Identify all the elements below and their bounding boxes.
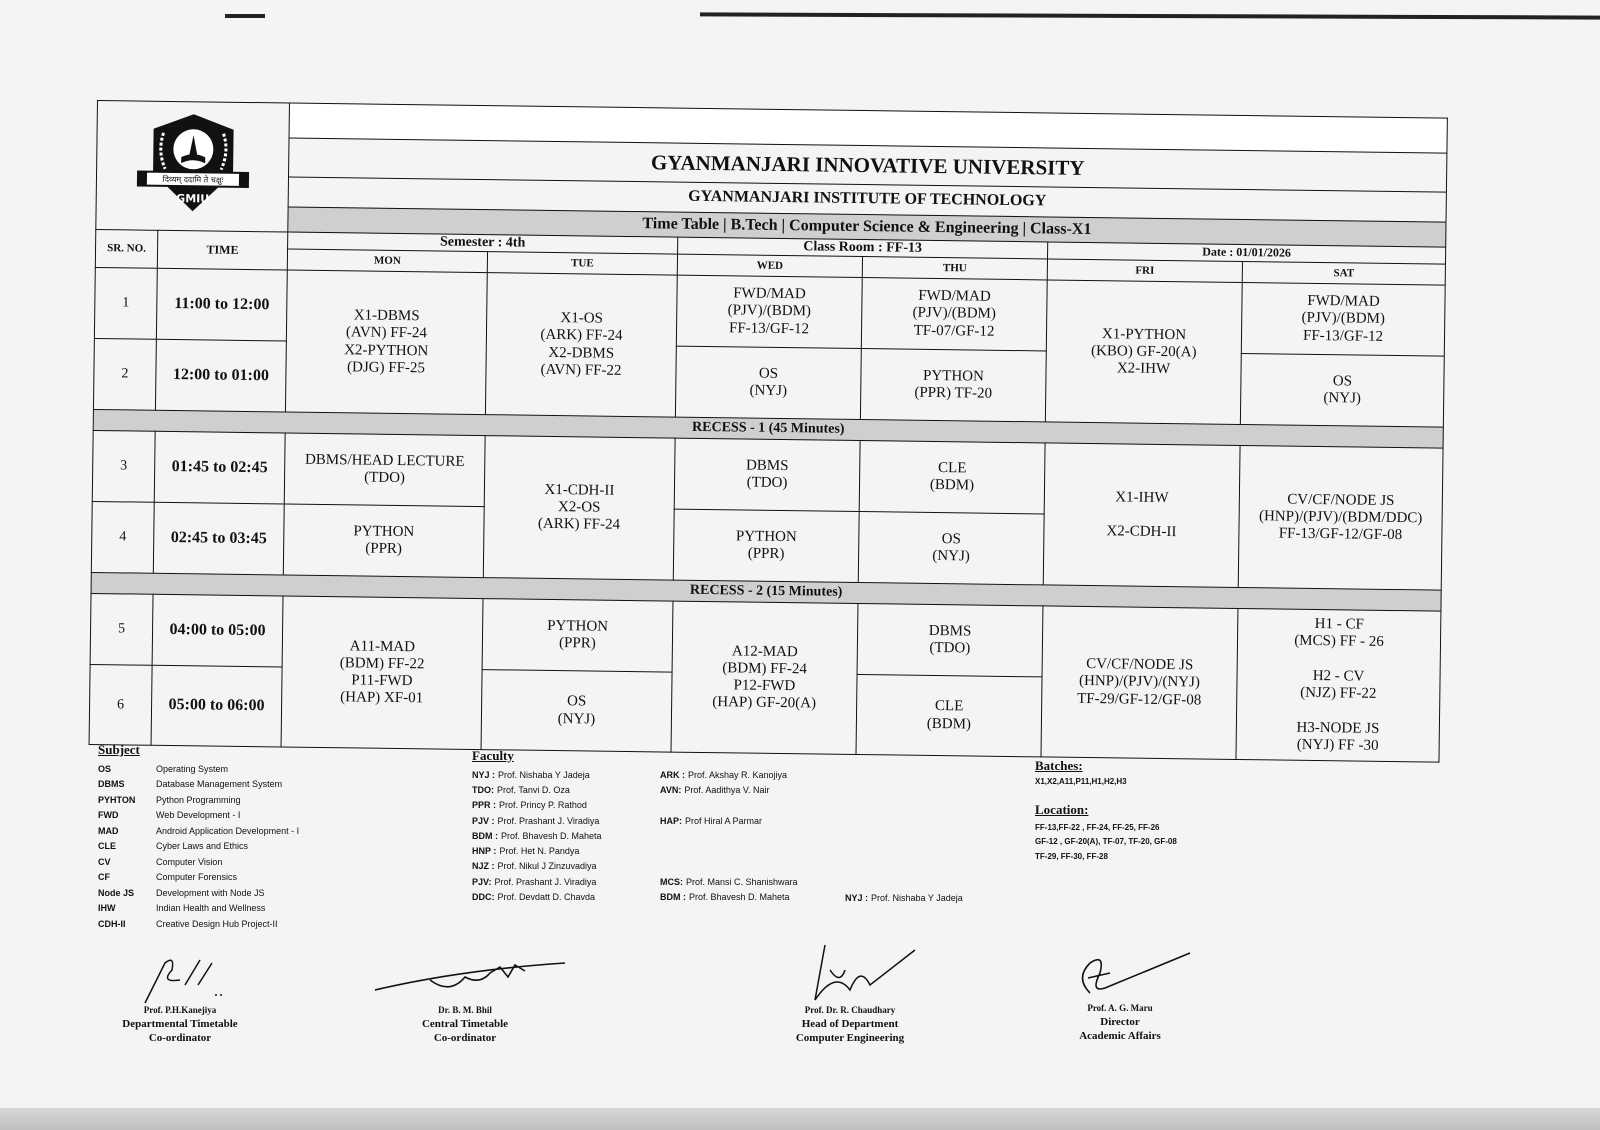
class-cell: X1-DBMS (AVN) FF-24 X2-PYTHON (DJG) FF-25	[285, 270, 487, 415]
faculty-name: Prof. Prashant J. Viradiya	[497, 815, 600, 826]
faculty-code: MCS:	[660, 876, 683, 887]
faculty-code: TDO:	[472, 784, 494, 795]
subject-code: CF	[98, 872, 110, 883]
faculty-item	[472, 782, 660, 797]
signature-block: Prof. Dr. R. Chaudhary Head of Department Computer Engineering	[770, 940, 930, 1045]
class-cell: X1-CDH-II X2-OS (ARK) FF-24	[483, 436, 675, 580]
class-cell: PYTHON (PPR) TF-20	[860, 349, 1046, 422]
subject-code: CDH-II	[98, 918, 126, 929]
signature-icon	[1060, 948, 1210, 1003]
faculty-item	[472, 889, 660, 904]
faculty-code: PJV:	[472, 876, 492, 887]
faculty-code: PJV :	[472, 815, 495, 826]
class-cell: X1-PYTHON (KBO) GF-20(A) X2-IHW	[1045, 280, 1242, 425]
class-cell: FWD/MAD (PJV)/(BDM) FF-13/GF-12	[1241, 283, 1445, 357]
subject-name: Development with Node JS	[156, 887, 265, 898]
subject-name: Indian Health and Wellness	[156, 903, 266, 914]
university-logo-icon	[132, 110, 253, 217]
time-slot: 12:00 to 01:00	[155, 339, 286, 412]
signature-icon	[370, 955, 570, 1005]
col-mon: MON	[287, 249, 487, 273]
subject-item	[98, 761, 378, 777]
faculty-item	[472, 798, 660, 813]
class-cell: X1-OS (ARK) FF-24 X2-DBMS (AVN) FF-22	[485, 273, 677, 417]
location-line: TF-29, FF-30, FF-28	[1035, 851, 1108, 861]
subject-item	[98, 839, 378, 855]
sr-no: 2	[93, 339, 156, 411]
faculty-name: Prof. Princy P. Rathod	[499, 800, 587, 811]
class-cell: OS (NYJ)	[675, 346, 861, 419]
subject-name: Android Application Development - I	[156, 825, 300, 836]
class-cell: DBMS (TDO)	[674, 438, 860, 511]
paper-edge	[0, 1108, 1600, 1130]
institute-name: GYANMANJARI INSTITUTE OF TECHNOLOGY	[288, 177, 1446, 222]
subject-name: Creative Design Hub Project-II	[156, 918, 278, 929]
paper-edge	[700, 12, 1600, 19]
class-cell: DBMS (TDO)	[857, 604, 1043, 677]
class-cell: PYTHON (PPR)	[283, 504, 484, 578]
class-cell: A12-MAD (BDM) FF-24 P12-FWD (HAP) GF-20(A)	[671, 601, 858, 754]
subject-name: Computer Vision	[156, 856, 223, 867]
subject-item	[98, 808, 378, 824]
class-cell: CLE (BDM)	[859, 441, 1045, 514]
time-slot: 02:45 to 03:45	[153, 502, 284, 575]
subject-code: CLE	[98, 841, 116, 852]
faculty-code: NJZ :	[472, 861, 495, 872]
faculty-item	[660, 889, 845, 904]
location-line: GF-12 , GF-20(A), TF-07, TF-20, GF-08	[1035, 837, 1177, 847]
faculty-item	[660, 843, 845, 858]
faculty-code: PPR :	[472, 800, 497, 811]
subject-name: Computer Forensics	[156, 872, 238, 883]
batches-title: Batches:	[1035, 758, 1083, 773]
class-cell: OS (NYJ)	[858, 512, 1044, 585]
faculty-name: Prof. Het N. Pandya	[499, 846, 580, 857]
faculty-item	[660, 798, 845, 813]
faculty-item	[472, 843, 660, 858]
faculty-name: Prof. Tanvi D. Oza	[497, 784, 570, 795]
col-thu: THU	[862, 257, 1047, 280]
faculty-legend	[472, 748, 992, 905]
svg-text:दिव्यम् ददामि ते चक्षुः: दिव्यम् ददामि ते चक्षुः	[162, 174, 223, 185]
signature-block: Prof. P.H.Kanejiya Departmental Timetable Co-ordinator	[95, 955, 265, 1045]
subject-code: PYHTON	[98, 794, 136, 805]
faculty-code: BDM :	[660, 892, 686, 903]
subject-code: OS	[98, 763, 112, 774]
logo-cell	[96, 101, 290, 233]
faculty-item	[472, 859, 660, 874]
col-fri: FRI	[1047, 259, 1242, 283]
faculty-item	[660, 782, 845, 797]
faculty-legend-title: Faculty	[472, 748, 514, 763]
col-time: TIME	[157, 230, 287, 270]
subject-code: MAD	[98, 825, 119, 836]
subject-item	[98, 854, 378, 870]
faculty-code: HAP:	[660, 815, 682, 826]
subject-name: Python Programming	[156, 794, 241, 805]
faculty-item	[660, 859, 845, 874]
col-wed: WED	[677, 254, 862, 277]
signature-icon	[120, 955, 240, 1005]
class-cell: PYTHON (PPR)	[673, 509, 859, 582]
subject-legend-title: Subject	[98, 742, 140, 757]
time-slot: 04:00 to 05:00	[152, 594, 283, 667]
faculty-code: DDC:	[472, 892, 495, 903]
class-cell: A11-MAD (BDM) FF-22 P11-FWD (HAP) XF-01	[281, 596, 483, 750]
faculty-name: Prof. Akshay R. Kanojiya	[688, 769, 788, 780]
col-sr-no: SR. NO.	[95, 229, 157, 268]
subject-item	[98, 870, 378, 886]
faculty-code: BDM :	[472, 830, 498, 841]
recess-label: RECESS - 1 (45 Minutes)	[93, 410, 1443, 449]
faculty-name: Prof. Prashant J. Viradiya	[494, 876, 597, 887]
faculty-item	[660, 874, 845, 889]
location-title: Location:	[1035, 802, 1089, 817]
class-cell: DBMS/HEAD LECTURE (TDO)	[284, 433, 485, 507]
faculty-code: NYJ :	[472, 769, 496, 780]
faculty-name: Prof. Nishaba Y Jadeja	[498, 769, 590, 780]
classroom-label: Class Room : FF-13	[678, 237, 1048, 259]
subject-code: DBMS	[98, 779, 125, 790]
class-cell: H1 - CF (MCS) FF - 26 H2 - CV (NJZ) FF-22 H3-NODE JS (NYJ) FF -30	[1236, 609, 1441, 763]
class-cell: FWD/MAD (PJV)/(BDM) TF-07/GF-12	[861, 278, 1047, 351]
sr-no: 6	[89, 665, 152, 746]
class-cell: X1-IHW X2-CDH-II	[1043, 443, 1240, 588]
subject-item	[98, 901, 378, 917]
timetable-title: Time Table | B.Tech | Computer Science & Engineering | Class-X1	[288, 207, 1446, 247]
faculty-name: Prof. Nikul J Zinzuvadiya	[497, 861, 597, 872]
subject-name: Cyber Laws and Ethics	[156, 841, 249, 852]
faculty-name: Prof. Aadithya V. Nair	[684, 784, 770, 795]
class-cell: OS (NYJ)	[1240, 354, 1444, 428]
subject-code: FWD	[98, 810, 119, 821]
sr-no: 4	[91, 502, 154, 574]
svg-text:GMIU: GMIU	[175, 191, 209, 206]
location-line: FF-13,FF-22 , FF-24, FF-25, FF-26	[1035, 823, 1160, 832]
recess-label: RECESS - 2 (15 Minutes)	[91, 573, 1441, 612]
date-label: Date : 01/01/2026	[1047, 242, 1445, 264]
faculty-item: NYJ : Prof. Nishaba Y Jadeja	[845, 892, 963, 903]
faculty-name: Prof Hiral A Parmar	[685, 815, 763, 826]
batches-value: X1,X2,A11,P11,H1,H2,H3	[1035, 777, 1127, 786]
subject-code: IHW	[98, 903, 116, 914]
class-cell: CV/CF/NODE JS (HNP)/(PJV)/(BDM/DDC) FF-13/GF-12/GF-08	[1238, 446, 1443, 591]
subject-name: Operating System	[156, 763, 229, 774]
faculty-name: Prof. Devdatt D. Chavda	[497, 892, 596, 903]
faculty-item	[660, 828, 845, 843]
subject-item	[98, 823, 378, 839]
faculty-name: Prof. Bhavesh D. Maheta	[689, 892, 790, 903]
class-cell: CLE (BDM)	[856, 675, 1042, 757]
subject-item	[98, 792, 378, 808]
semester-label: Semester : 4th	[288, 232, 678, 254]
faculty-name: Prof. Mansi C. Shanishwara	[686, 876, 798, 887]
subject-item	[98, 916, 378, 932]
faculty-name: Prof. Bhavesh D. Maheta	[501, 830, 602, 841]
subject-name: Database Management System	[156, 779, 283, 790]
faculty-item	[472, 828, 660, 843]
faculty-item	[472, 767, 660, 782]
faculty-item	[660, 767, 845, 782]
subject-item	[98, 885, 378, 901]
time-slot: 11:00 to 12:00	[156, 268, 287, 341]
time-slot: 05:00 to 06:00	[151, 665, 282, 747]
col-tue: TUE	[487, 252, 677, 275]
faculty-item	[472, 874, 660, 889]
class-cell: OS (NYJ)	[481, 670, 672, 752]
timetable	[89, 100, 1448, 763]
subject-code: CV	[98, 856, 111, 867]
class-cell: CV/CF/NODE JS (HNP)/(PJV)/(NYJ) TF-29/GF-12/GF-08	[1041, 606, 1238, 760]
class-cell: FWD/MAD (PJV)/(BDM) FF-13/GF-12	[676, 275, 862, 348]
batches-location-legend	[1035, 758, 1275, 864]
subject-legend	[98, 742, 378, 932]
sr-no: 5	[90, 594, 153, 666]
faculty-item	[660, 813, 845, 828]
subject-name: Web Development - I	[156, 810, 241, 821]
signature-block: Dr. B. M. Bhil Central Timetable Co-ordinator	[370, 955, 560, 1045]
faculty-code: HNP :	[472, 846, 497, 857]
time-slot: 01:45 to 02:45	[154, 431, 285, 504]
signature-icon	[775, 940, 925, 1005]
signature-block: Prof. A. G. Maru Director Academic Affairs	[1060, 948, 1180, 1043]
timetable-sheet	[88, 100, 1446, 768]
university-name: GYANMANJARI INNOVATIVE UNIVERSITY	[289, 138, 1447, 193]
faculty-code: ARK :	[660, 769, 685, 780]
sr-no: 1	[94, 268, 157, 340]
faculty-item	[472, 813, 660, 828]
faculty-code: AVN:	[660, 784, 682, 795]
paper-edge	[225, 14, 265, 18]
subject-code: Node JS	[98, 887, 135, 898]
subject-item	[98, 777, 378, 793]
col-sat: SAT	[1242, 262, 1445, 286]
sr-no: 3	[92, 431, 155, 503]
class-cell: PYTHON (PPR)	[482, 599, 673, 672]
